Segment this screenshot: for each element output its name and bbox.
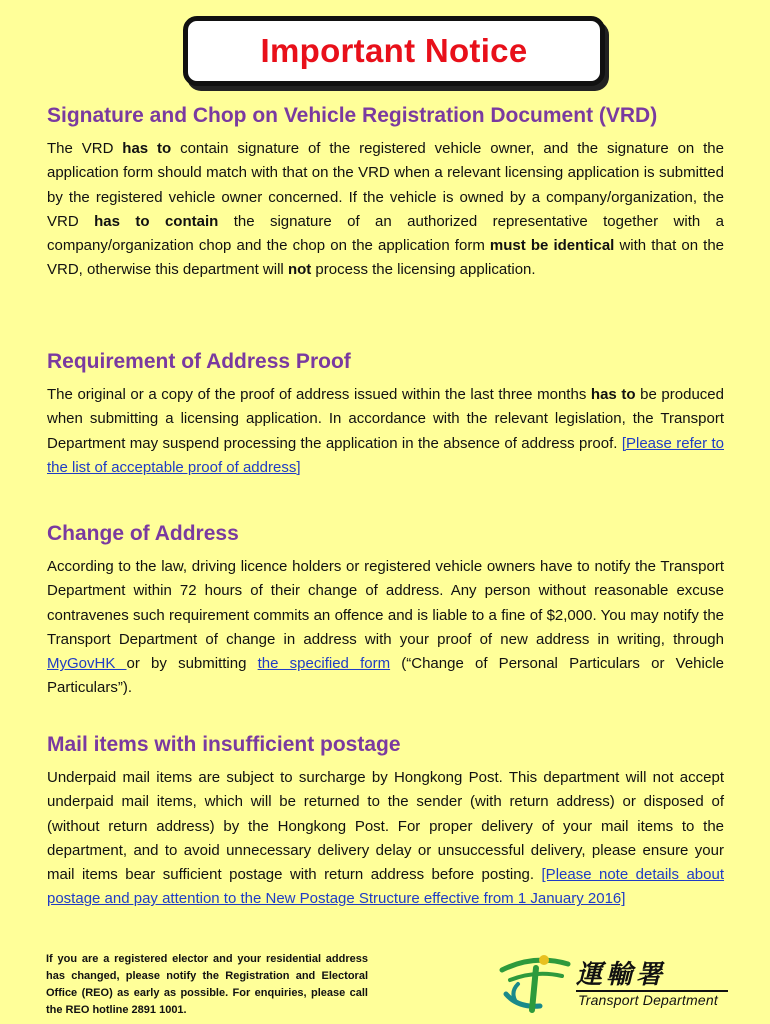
vrd-text-5: process the licensing application. bbox=[311, 261, 536, 279]
vrd-text-3: the signature of an authorized representative together with a company/organization chop and the chop on the application form bbox=[47, 212, 724, 255]
page-title: Important Notice bbox=[260, 32, 528, 69]
address-proof-bold-1: has to bbox=[590, 386, 636, 403]
section-change-of-address bbox=[47, 521, 724, 701]
change-address-text-1: According to the law, driving licence holders or registered vehicle owners have to notify the Transport Department within 72 hours of their change of address. Any person without reasonable excuse contravenes such requirement commits an offence and is liable to a fine of $2,000. You may notify the Transport Department of change in address with your proof of new address in writing, through bbox=[47, 558, 724, 648]
transport-department-emblem-icon bbox=[496, 950, 576, 1014]
vrd-paragraph bbox=[47, 137, 724, 283]
reo-footer-note: If you are a registered elector and your residential address has changed, please notify the Registration and Electoral Office (REO) as early as possible. For enquiries, please call the REO hotline 2891 1001. bbox=[46, 953, 368, 1016]
vrd-text-4: with that on the VRD, otherwise this department will bbox=[47, 237, 725, 279]
section-heading-postage: Mail items with insufficient postage bbox=[47, 733, 401, 756]
postage-paragraph bbox=[47, 766, 724, 912]
logo-chinese-text: 運輸署 bbox=[576, 960, 667, 990]
mygovhk-link[interactable]: MyGovHK bbox=[47, 655, 127, 673]
vrd-bold-2: has to contain bbox=[94, 212, 219, 230]
vrd-text-2: contain signature of the registered vehicle owner, and the signature on the application form should match with that on the VRD when a relevant licensing application is submitted by the registered vehicle owner concerned. If the vehicle is owned by a company/organization, the VRD bbox=[47, 140, 724, 230]
logo-english-text: Transport Department bbox=[578, 992, 718, 1008]
postage-text-1: Underpaid mail items are subject to surcharge by Hongkong Post. This department will not accept underpaid mail items, which will be returned to the sender (with return address) or disposed of (without return address) by the Hongkong Post. For proper delivery of your mail items to the department, and to avoid unnecessary delivery delay or unsuccessful delivery, please ensure your mail items bear sufficient postage with return address before posting. bbox=[47, 769, 724, 884]
section-vrd-signature bbox=[47, 103, 724, 283]
vrd-bold-1: has to bbox=[122, 140, 172, 157]
vrd-bold-4: not bbox=[287, 261, 312, 279]
section-address-proof bbox=[47, 349, 724, 480]
section-heading-address-proof: Requirement of Address Proof bbox=[47, 350, 351, 373]
address-proof-text-2: be produced when submitting a licensing application. In accordance with the relevant legislation, the Transport Department may suspend processing the application in the absence of address proof. bbox=[47, 386, 724, 452]
change-address-text-2: or by submitting bbox=[126, 655, 258, 673]
transport-department-logo bbox=[496, 950, 730, 1014]
section-heading-change-address: Change of Address bbox=[47, 522, 239, 545]
section-heading-vrd: Signature and Chop on Vehicle Registration Document (VRD) bbox=[47, 104, 658, 127]
section-insufficient-postage bbox=[47, 732, 724, 912]
change-address-paragraph bbox=[47, 555, 724, 701]
postage-details-link[interactable]: [Please note details about postage and pay attention to the New Postage Structure effective from 1 January 2016] bbox=[47, 866, 725, 908]
change-address-text-3: (“Change of Personal Particulars or Vehicle Particulars”). bbox=[47, 655, 725, 697]
address-proof-text-1: The original or a copy of the proof of address issued within the last three months bbox=[47, 386, 591, 403]
specified-form-link[interactable]: the specified form bbox=[257, 655, 391, 673]
acceptable-proof-link[interactable]: [Please refer to the list of acceptable proof of address] bbox=[47, 434, 724, 476]
title-box bbox=[183, 16, 605, 86]
vrd-text-1: The VRD bbox=[47, 140, 123, 157]
address-proof-paragraph bbox=[47, 383, 724, 480]
vrd-bold-3: must be identical bbox=[489, 237, 615, 255]
